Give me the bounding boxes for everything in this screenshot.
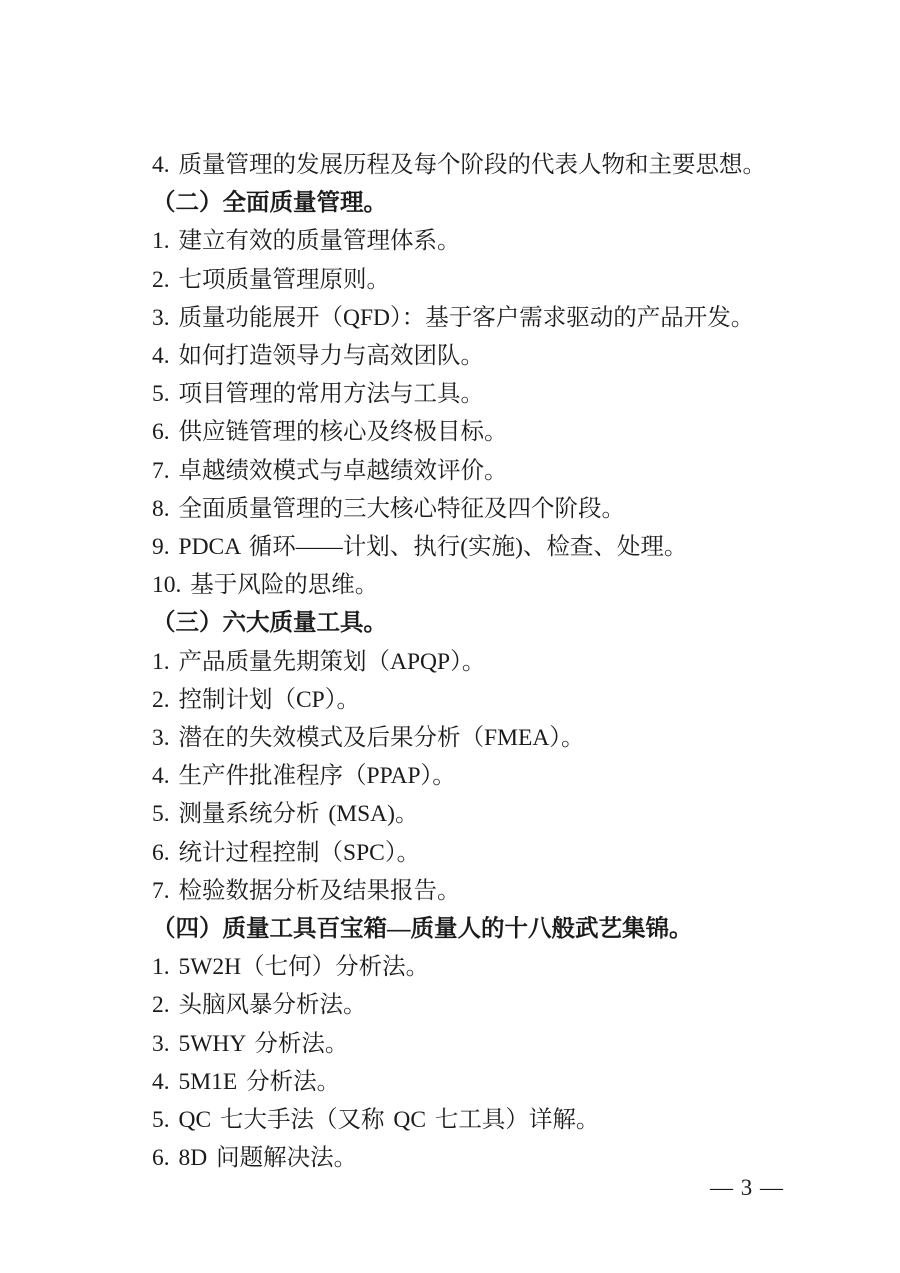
text-line: 6. 供应链管理的核心及终极目标。 <box>152 419 508 446</box>
document-body <box>152 146 792 1177</box>
text-line: 5. 测量系统分析 (MSA)。 <box>152 801 419 828</box>
text-line: （三）六大质量工具。 <box>152 610 387 637</box>
text-line: 7. 卓越绩效模式与卓越绩效评价。 <box>152 457 508 484</box>
text-line: 3. 质量功能展开（QFD）：基于客户需求驱动的产品开发。 <box>152 304 755 331</box>
text-line: 6. 8D 问题解决法。 <box>152 1145 358 1172</box>
text-line: 1. 5W2H（七何）分析法。 <box>152 954 430 981</box>
text-line: 6. 统计过程控制（SPC）。 <box>152 839 421 866</box>
page-number: — 3 — <box>710 1175 784 1200</box>
text-line: 4. 5M1E 分析法。 <box>152 1068 341 1095</box>
text-line: 1. 建立有效的质量管理体系。 <box>152 228 461 255</box>
text-line: 2. 控制计划（CP）。 <box>152 686 360 713</box>
text-line: 2. 七项质量管理原则。 <box>152 266 390 293</box>
text-line: 5. 项目管理的常用方法与工具。 <box>152 381 484 408</box>
text-line: 5. QC 七大手法（又称 QC 七工具）详解。 <box>152 1107 600 1134</box>
text-line: （二）全面质量管理。 <box>152 190 387 217</box>
text-line: 3. 潜在的失效模式及后果分析（FMEA）。 <box>152 725 585 752</box>
text-line: 3. 5WHY 分析法。 <box>152 1030 349 1057</box>
text-line: 4. 如何打造领导力与高效团队。 <box>152 343 484 370</box>
text-line: 1. 产品质量先期策划（APQP）。 <box>152 648 486 675</box>
text-line: 2. 头脑风暴分析法。 <box>152 992 367 1019</box>
text-line: 10. 基于风险的思维。 <box>152 572 379 599</box>
text-line: 8. 全面质量管理的三大核心特征及四个阶段。 <box>152 495 625 522</box>
text-line: （四）质量工具百宝箱—质量人的十八般武艺集锦。 <box>152 916 693 943</box>
text-line: 4. 质量管理的发展历程及每个阶段的代表人物和主要思想。 <box>152 152 766 178</box>
text-line: 9. PDCA 循环——计划、执行(实施)、检查、处理。 <box>152 534 688 561</box>
text-line: 7. 检验数据分析及结果报告。 <box>152 877 461 904</box>
text-line: 4. 生产件批准程序（PPAP）。 <box>152 763 456 790</box>
